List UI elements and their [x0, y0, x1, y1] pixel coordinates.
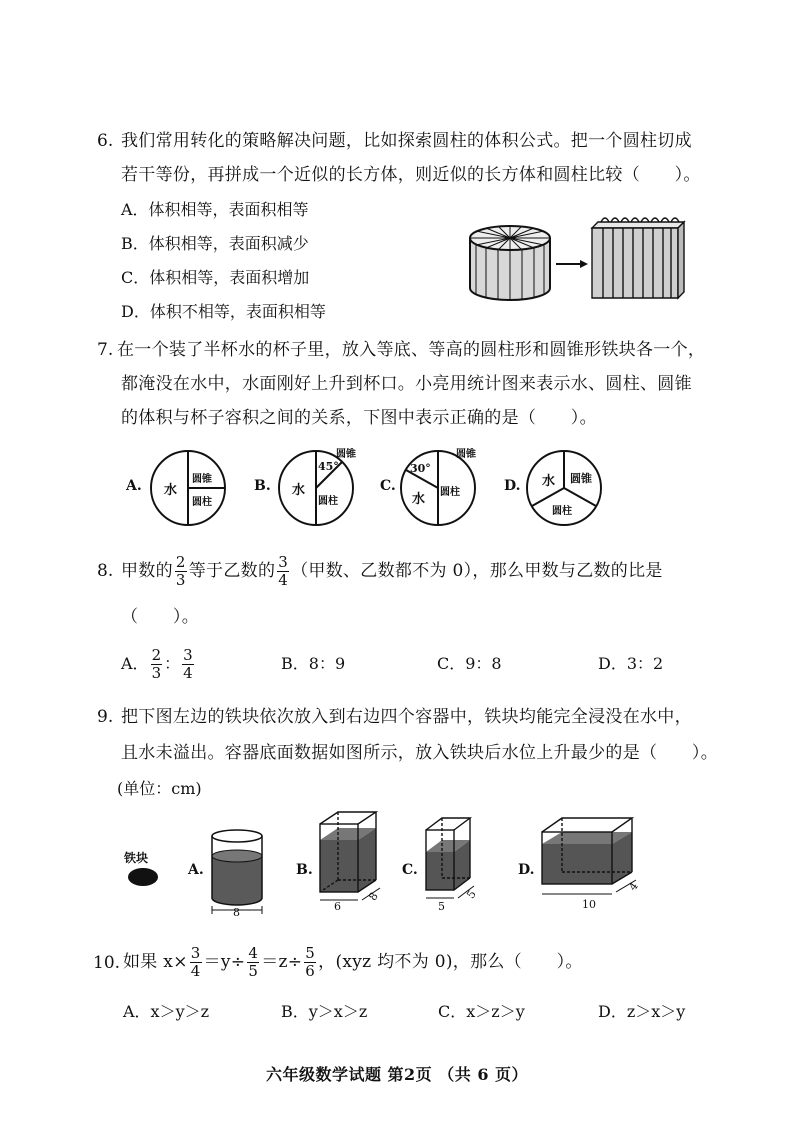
pie-b-label-cone: 圆锥 [336, 449, 356, 460]
q8-opt-a-n2: 3 [183, 646, 193, 664]
question-6-line-1: 我们常用转化的策略解决问题，比如探索圆柱的体积公式。把一个圆柱切成 [121, 131, 692, 151]
question-7-line-1: 在一个装了半杯水的杯子里，放入等底、等高的圆柱形和圆锥形铁块各一个， [117, 340, 706, 360]
q8-opt-a-letter: A． [121, 654, 149, 673]
container-a-dim-diameter: 8 [233, 906, 240, 919]
pie-option-d[interactable] [500, 448, 610, 528]
cuboid-container-c [420, 812, 482, 918]
question-6-option-a: A．体积相等，表面积相等 [121, 200, 309, 219]
pie-option-d-letter: D. [504, 478, 521, 494]
pie-b-label-water: 水 [292, 483, 306, 498]
sliced-cylinder-figure [470, 226, 550, 300]
approximate-cuboid-figure [592, 218, 684, 298]
container-c-dim-width: 5 [464, 887, 479, 902]
q10-prefix: 如果 x× [123, 952, 188, 972]
q10-f2-numerator: 4 [248, 944, 259, 962]
question-7-line-3: 的体积与杯子容积之间的关系，下图中表示正确的是（ ）。 [121, 408, 597, 428]
q10-eq-1: ＝y÷ [203, 952, 246, 972]
cylinder-container-a [206, 828, 268, 918]
q8-suffix: （甲数、乙数都不为 0），那么甲数与乙数的比是 [291, 561, 663, 581]
q8-fraction-1 [175, 554, 187, 589]
q10-suffix: ，(xyz 均不为 0)，那么（ ）。 [318, 952, 583, 972]
pie-option-b[interactable] [248, 448, 358, 528]
q8-opt-a-n1: 2 [151, 646, 162, 664]
question-8-line-2: （ ）。 [121, 607, 199, 627]
question-9-unit: (单位：cm) [117, 779, 202, 798]
container-d-letter: D. [518, 862, 535, 878]
container-option-a[interactable] [188, 828, 268, 918]
pie-c-label-water: 水 [412, 492, 426, 507]
question-10-option-d: D．z＞x＞y [598, 1002, 686, 1021]
pie-c-label-cone: 圆锥 [456, 449, 476, 460]
pie-option-b-letter: B. [254, 478, 271, 494]
question-6-option-d: D．体积不相等，表面积相等 [121, 302, 326, 321]
pie-a-label-cylinder: 圆柱 [192, 497, 212, 508]
question-10-option-b: B．y＞x＞z [281, 1002, 368, 1021]
container-option-c[interactable] [402, 812, 482, 918]
q8-frac1-denominator: 3 [175, 571, 186, 589]
pie-d-label-water: 水 [542, 474, 556, 489]
container-d-dim-width: 4 [626, 879, 641, 894]
container-option-b[interactable] [296, 808, 386, 918]
pie-a-label-water: 水 [164, 483, 178, 498]
q10-eq-2: ＝z÷ [261, 952, 303, 972]
question-8-option-d: D．3：2 [598, 654, 664, 673]
q8-opt-a-frac-1 [151, 647, 163, 682]
container-c-dim-length: 5 [438, 900, 445, 913]
iron-block-label: 铁块 [124, 851, 149, 865]
pie-c-angle: 30° [410, 462, 431, 475]
transform-arrow-icon [556, 260, 588, 268]
pie-option-c-letter: C. [380, 478, 396, 494]
question-10-number: 10. [93, 953, 121, 973]
pie-chart-c [398, 448, 478, 528]
q10-f1-denominator: 4 [190, 962, 201, 980]
q10-fraction-2 [247, 945, 259, 980]
cylinder-to-cuboid-figure [462, 208, 702, 308]
q10-f1-numerator: 3 [190, 944, 201, 962]
pie-a-label-cone: 圆锥 [192, 474, 212, 485]
q8-fraction-2 [277, 554, 289, 589]
question-9-line-1: 把下图左边的铁块依次放入到右边四个容器中，铁块均能完全浸没在水中， [121, 707, 692, 727]
pie-c-label-cylinder: 圆柱 [440, 487, 460, 498]
question-9-number: 9. [97, 707, 114, 727]
pie-b-label-cylinder: 圆柱 [318, 496, 338, 507]
question-10-option-c: C．x＞z＞y [438, 1002, 525, 1021]
question-6-option-c: C．体积相等，表面积增加 [121, 268, 310, 287]
q8-middle: 等于乙数的 [188, 561, 276, 581]
q10-fraction-3 [304, 945, 316, 980]
container-d-dim-length: 10 [582, 898, 596, 911]
question-8-line-1 [121, 552, 663, 590]
pie-d-label-cylinder: 圆柱 [552, 506, 572, 517]
container-b-dim-length: 6 [334, 900, 341, 913]
q8-opt-a-d2: 4 [183, 664, 193, 682]
pie-option-c[interactable] [376, 448, 486, 528]
question-10-line-1 [123, 942, 583, 982]
q8-prefix: 甲数的 [121, 561, 173, 581]
question-6-line-2: 若干等份，再拼成一个近似的长方体，则近似的长方体和圆柱比较（ ）。 [121, 165, 701, 185]
q10-f2-denominator: 5 [248, 962, 259, 980]
question-7-line-2: 都淹没在水中，水面刚好上升到杯口。小亮用统计图来表示水、圆柱、圆锥 [121, 374, 692, 394]
question-8-option-b: B．8：9 [281, 654, 346, 673]
q8-opt-a-colon: ： [164, 654, 181, 673]
q8-frac2-numerator: 3 [278, 553, 289, 571]
container-option-d[interactable] [518, 812, 641, 918]
question-6-option-b: B．体积相等，表面积减少 [121, 234, 309, 253]
question-10-option-a: A．x＞y＞z [123, 1002, 210, 1021]
pie-chart-a [148, 448, 228, 528]
question-8-number: 8. [97, 561, 114, 581]
question-7-number: 7. [97, 340, 114, 360]
iron-block-shape [126, 866, 160, 888]
q8-opt-a-frac-2 [182, 647, 194, 682]
pie-d-label-cone: 圆锥 [570, 472, 592, 485]
container-c-letter: C. [402, 862, 418, 878]
q8-frac1-numerator: 2 [175, 553, 186, 571]
page-footer: 六年级数学试题 第2页 （共 6 页） [265, 1065, 529, 1084]
q8-opt-a-d1: 3 [151, 664, 162, 682]
question-6-number: 6. [97, 131, 114, 151]
pie-chart-b [276, 448, 356, 528]
container-a-letter: A. [188, 862, 204, 878]
question-8-option-a [121, 644, 196, 684]
pie-b-angle: 45° [318, 460, 339, 473]
container-b-dim-width: 8 [366, 889, 381, 904]
q8-frac2-denominator: 4 [278, 571, 289, 589]
pie-option-a[interactable] [120, 448, 230, 528]
pie-option-a-letter: A. [126, 478, 142, 494]
q10-f3-numerator: 5 [305, 944, 316, 962]
q10-f3-denominator: 6 [305, 962, 316, 980]
container-b-letter: B. [296, 862, 313, 878]
question-8-option-c: C．9：8 [437, 654, 502, 673]
question-9-line-2: 且水未溢出。容器底面数据如图所示，放入铁块后水位上升最少的是（ ）。 [121, 743, 718, 763]
q10-fraction-1 [190, 945, 202, 980]
